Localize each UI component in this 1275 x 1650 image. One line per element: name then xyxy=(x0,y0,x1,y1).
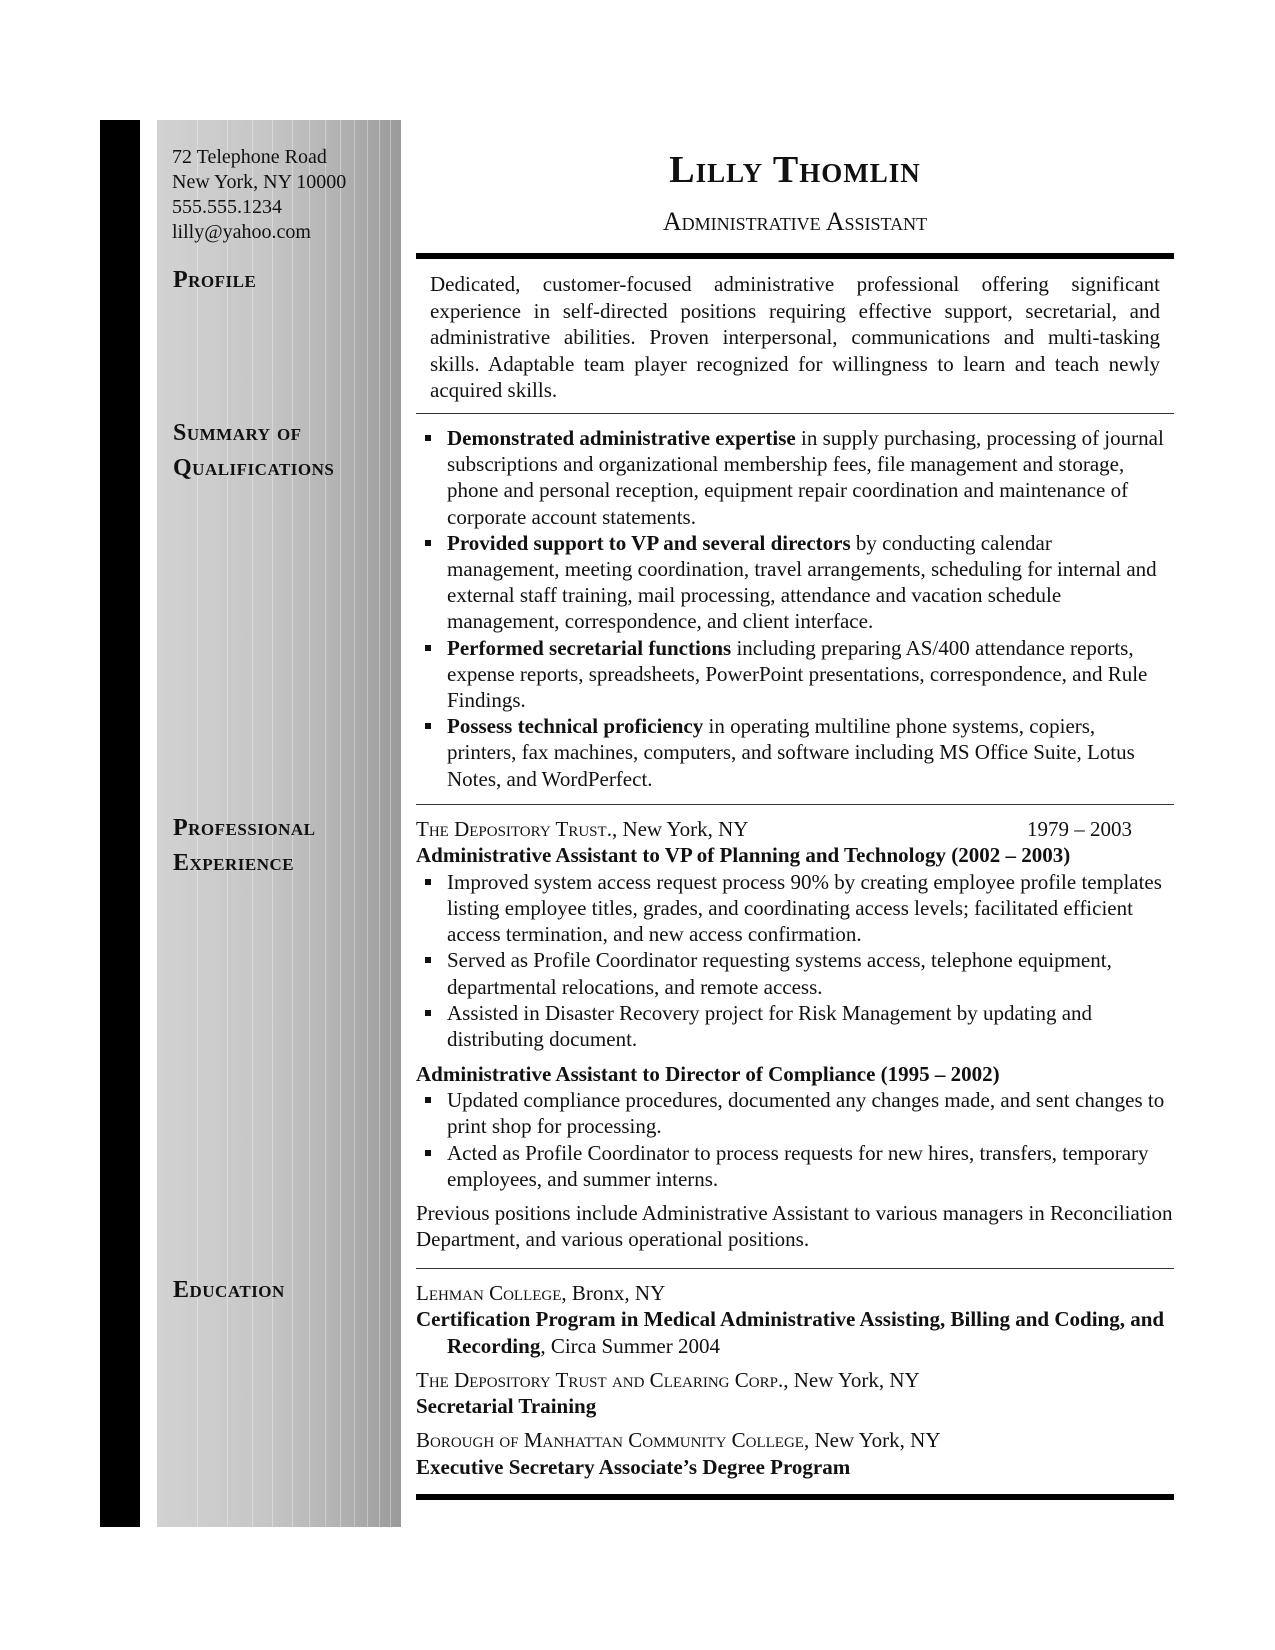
qualification-text: in operating multiline phone systems, copiers, printers, fax machines, computers, and software including MS Office Suite, Lotus Notes, and WordPerfect. xyxy=(447,714,1135,791)
qualification-bold: Performed secretarial functions xyxy=(447,635,732,660)
section-label-summary xyxy=(173,416,334,486)
qualifications-list xyxy=(424,425,1164,792)
list-item: Acted as Profile Coordinator to process requests for new hires, transfers, temporary employees, and summer interns. xyxy=(424,1140,1176,1193)
footer-rule xyxy=(416,1494,1174,1500)
school-location: , Bronx, NY xyxy=(561,1281,666,1305)
role-title-2: Administrative Assistant to Director of Compliance (1995 – 2002) xyxy=(416,1061,1000,1086)
list-item: Assisted in Disaster Recovery project for Risk Management by updating and distributing document. xyxy=(424,1000,1176,1053)
contact-city: New York, NY 10000 xyxy=(172,171,347,193)
section-label-summary-line2: Qualifications xyxy=(173,455,335,481)
education-entry xyxy=(416,1280,1176,1359)
school-name: Borough of Manhattan Community College xyxy=(416,1428,804,1453)
divider-experience xyxy=(416,1268,1174,1269)
education-entry xyxy=(416,1367,1176,1420)
list-item xyxy=(424,713,1164,792)
section-label-experience-line2: Experience xyxy=(173,850,295,876)
previous-positions: Previous positions include Administrative Assistant to various managers in Reconciliation Department, and various operational positions. xyxy=(416,1201,1173,1252)
education-entry xyxy=(416,1427,1176,1480)
profile-text: Dedicated, customer-focused administrative professional offering significant experience in self-directed positions requiring effective support, secretarial, and administrative abilities. Proven interpersonal, communications and multi-tasking skills. Adaptable team player recognized for willingness to learn and teach newly acquired skills. xyxy=(430,272,1160,402)
role-title-1: Administrative Assistant to VP of Planning and Technology (2002 – 2003) xyxy=(416,843,1071,868)
section-label-experience xyxy=(173,811,316,881)
employment-dates: 1979 – 2003 xyxy=(1027,817,1132,841)
employer xyxy=(416,816,748,842)
divider-profile xyxy=(416,413,1174,414)
school-location: , New York, NY xyxy=(783,1367,920,1392)
employer-row xyxy=(416,816,1176,842)
program-name: Certification Program in Medical Administrative Assisting, Billing and Coding, and Recording xyxy=(416,1307,1165,1358)
education-block xyxy=(416,1280,1176,1480)
experience-block xyxy=(416,816,1176,1253)
qualification-bold: Possess technical proficiency xyxy=(447,714,704,739)
list-item xyxy=(424,530,1164,635)
employer-location: , New York, NY xyxy=(611,817,749,841)
employer-name: The Depository Trust. xyxy=(416,817,612,841)
school-name: Lehman College xyxy=(416,1281,562,1305)
qualification-text: including preparing AS/400 attendance reports, expense reports, spreadsheets, PowerPoint presentations, correspondence, and Rule Findings. xyxy=(447,635,1148,713)
left-black-bar xyxy=(100,120,140,1527)
role2-bullets xyxy=(424,1087,1176,1192)
section-label-experience-line1: Professional xyxy=(173,815,316,841)
list-item: Updated compliance procedures, documented any changes made, and sent changes to print shop for processing. xyxy=(424,1087,1176,1140)
candidate-name: Lilly Thomlin xyxy=(669,149,921,191)
qualification-bold: Provided support to VP and several directors xyxy=(447,530,851,555)
section-label-education: Education xyxy=(173,1277,285,1303)
school-name: The Depository Trust and Clearing Corp. xyxy=(416,1367,784,1392)
contact-email: lilly@yahoo.com xyxy=(172,221,311,243)
candidate-title: Administrative Assistant xyxy=(662,207,928,236)
divider-qualifications xyxy=(416,804,1174,805)
list-item: Improved system access request process 90% by creating employee profile templates listing employee titles, grades, and coordinating access levels; facilitated efficient access termination, and new access confirmation. xyxy=(424,869,1176,948)
contact-phone: 555.555.1234 xyxy=(172,196,282,218)
role1-bullets xyxy=(424,869,1176,1053)
qualification-text: by conducting calendar management, meeting coordination, travel arrangements, scheduling for internal and external staff training, mail processing, attendance and vacation schedule management, correspondence, and client interface. xyxy=(447,530,1157,634)
program-note: , Circa Summer 2004 xyxy=(540,1333,720,1358)
qualification-bold: Demonstrated administrative expertise xyxy=(447,426,796,450)
contact-street: 72 Telephone Road xyxy=(172,146,327,168)
section-label-summary-line1: Summary of xyxy=(173,420,302,446)
program-name: Secretarial Training xyxy=(416,1394,597,1419)
list-item: Served as Profile Coordinator requesting systems access, telephone equipment, departmental relocations, and remote access. xyxy=(424,947,1176,1000)
section-label-profile: Profile xyxy=(173,267,257,293)
program-name: Executive Secretary Associate’s Degree Program xyxy=(416,1454,851,1479)
list-item xyxy=(424,635,1164,714)
qualification-text: in supply purchasing, processing of journal subscriptions and organizational membership fees, file management and storage, phone and personal reception, equipment repair coordination and maintenance of corporate account statements. xyxy=(447,426,1164,529)
list-item xyxy=(424,425,1164,530)
header-rule xyxy=(416,253,1174,259)
school-location: , New York, NY xyxy=(803,1428,941,1453)
contact-block xyxy=(172,145,346,245)
